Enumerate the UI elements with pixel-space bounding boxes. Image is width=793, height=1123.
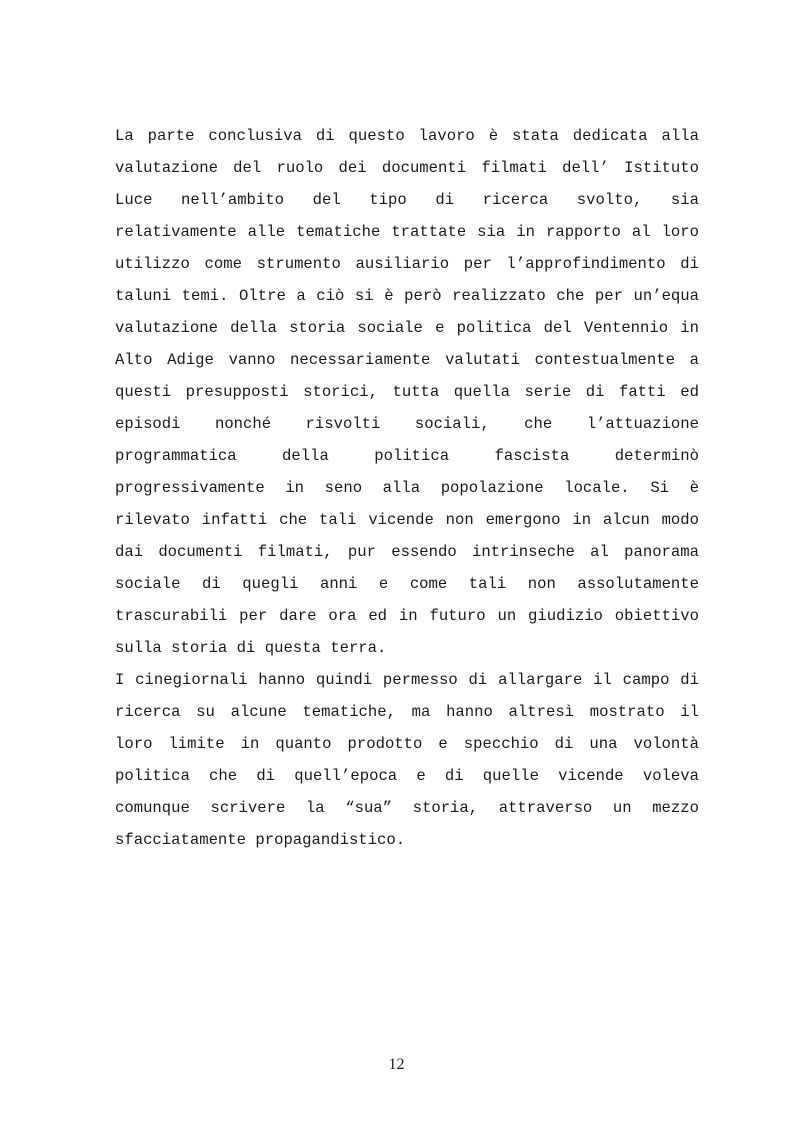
text-line: Luce nell’ambito del tipo di ricerca svolto, sia [115,191,699,209]
text-line: La parte conclusiva di questo lavoro è stata dedicata alla [115,127,699,145]
text-line: sfacciatamente propagandistico. [115,831,406,849]
text-line: questi presupposti storici, tutta quella serie di fatti ed [115,383,699,401]
text-line: rilevato infatti che tali vicende non emergono in alcun modo [115,511,699,529]
text-line: valutazione del ruolo dei documenti filmati dell’ Istituto [115,159,699,177]
text-line: Alto Adige vanno necessariamente valutati contestualmente a [115,351,699,369]
paragraph-2 [115,664,699,856]
text-line: relativamente alle tematiche trattate sia in rapporto al loro [115,223,699,241]
text-line: trascurabili per dare ora ed in futuro un giudizio obiettivo [115,607,699,625]
text-line: valutazione della storia sociale e politica del Ventennio in [115,319,699,337]
text-line: loro limite in quanto prodotto e specchio di una volontà [115,735,699,753]
text-line: dai documenti filmati, pur essendo intrinseche al panorama [115,543,699,561]
text-line: sulla storia di questa terra. [115,639,387,657]
text-line: programmatica della politica fascista determinò [115,447,699,465]
text-line: utilizzo come strumento ausiliario per l’approfindimento di [115,255,699,273]
text-line: episodi nonché risvolti sociali, che l’attuazione [115,415,699,433]
text-line: politica che di quell’epoca e di quelle vicende voleva [115,767,699,785]
text-line: taluni temi. Oltre a ciò si è però realizzato che per un’equa [115,287,699,305]
text-line: progressivamente in seno alla popolazione locale. Si è [115,479,699,497]
text-line: ricerca su alcune tematiche, ma hanno altresì mostrato il [115,703,699,721]
text-line: comunque scrivere la “sua” storia, attraverso un mezzo [115,799,699,817]
text-line: sociale di quegli anni e come tali non assolutamente [115,575,699,593]
text-line: I cinegiornali hanno quindi permesso di allargare il campo di [115,671,699,689]
page-number: 12 [388,1056,405,1073]
paragraph-1 [115,120,699,664]
body-text [115,120,699,856]
